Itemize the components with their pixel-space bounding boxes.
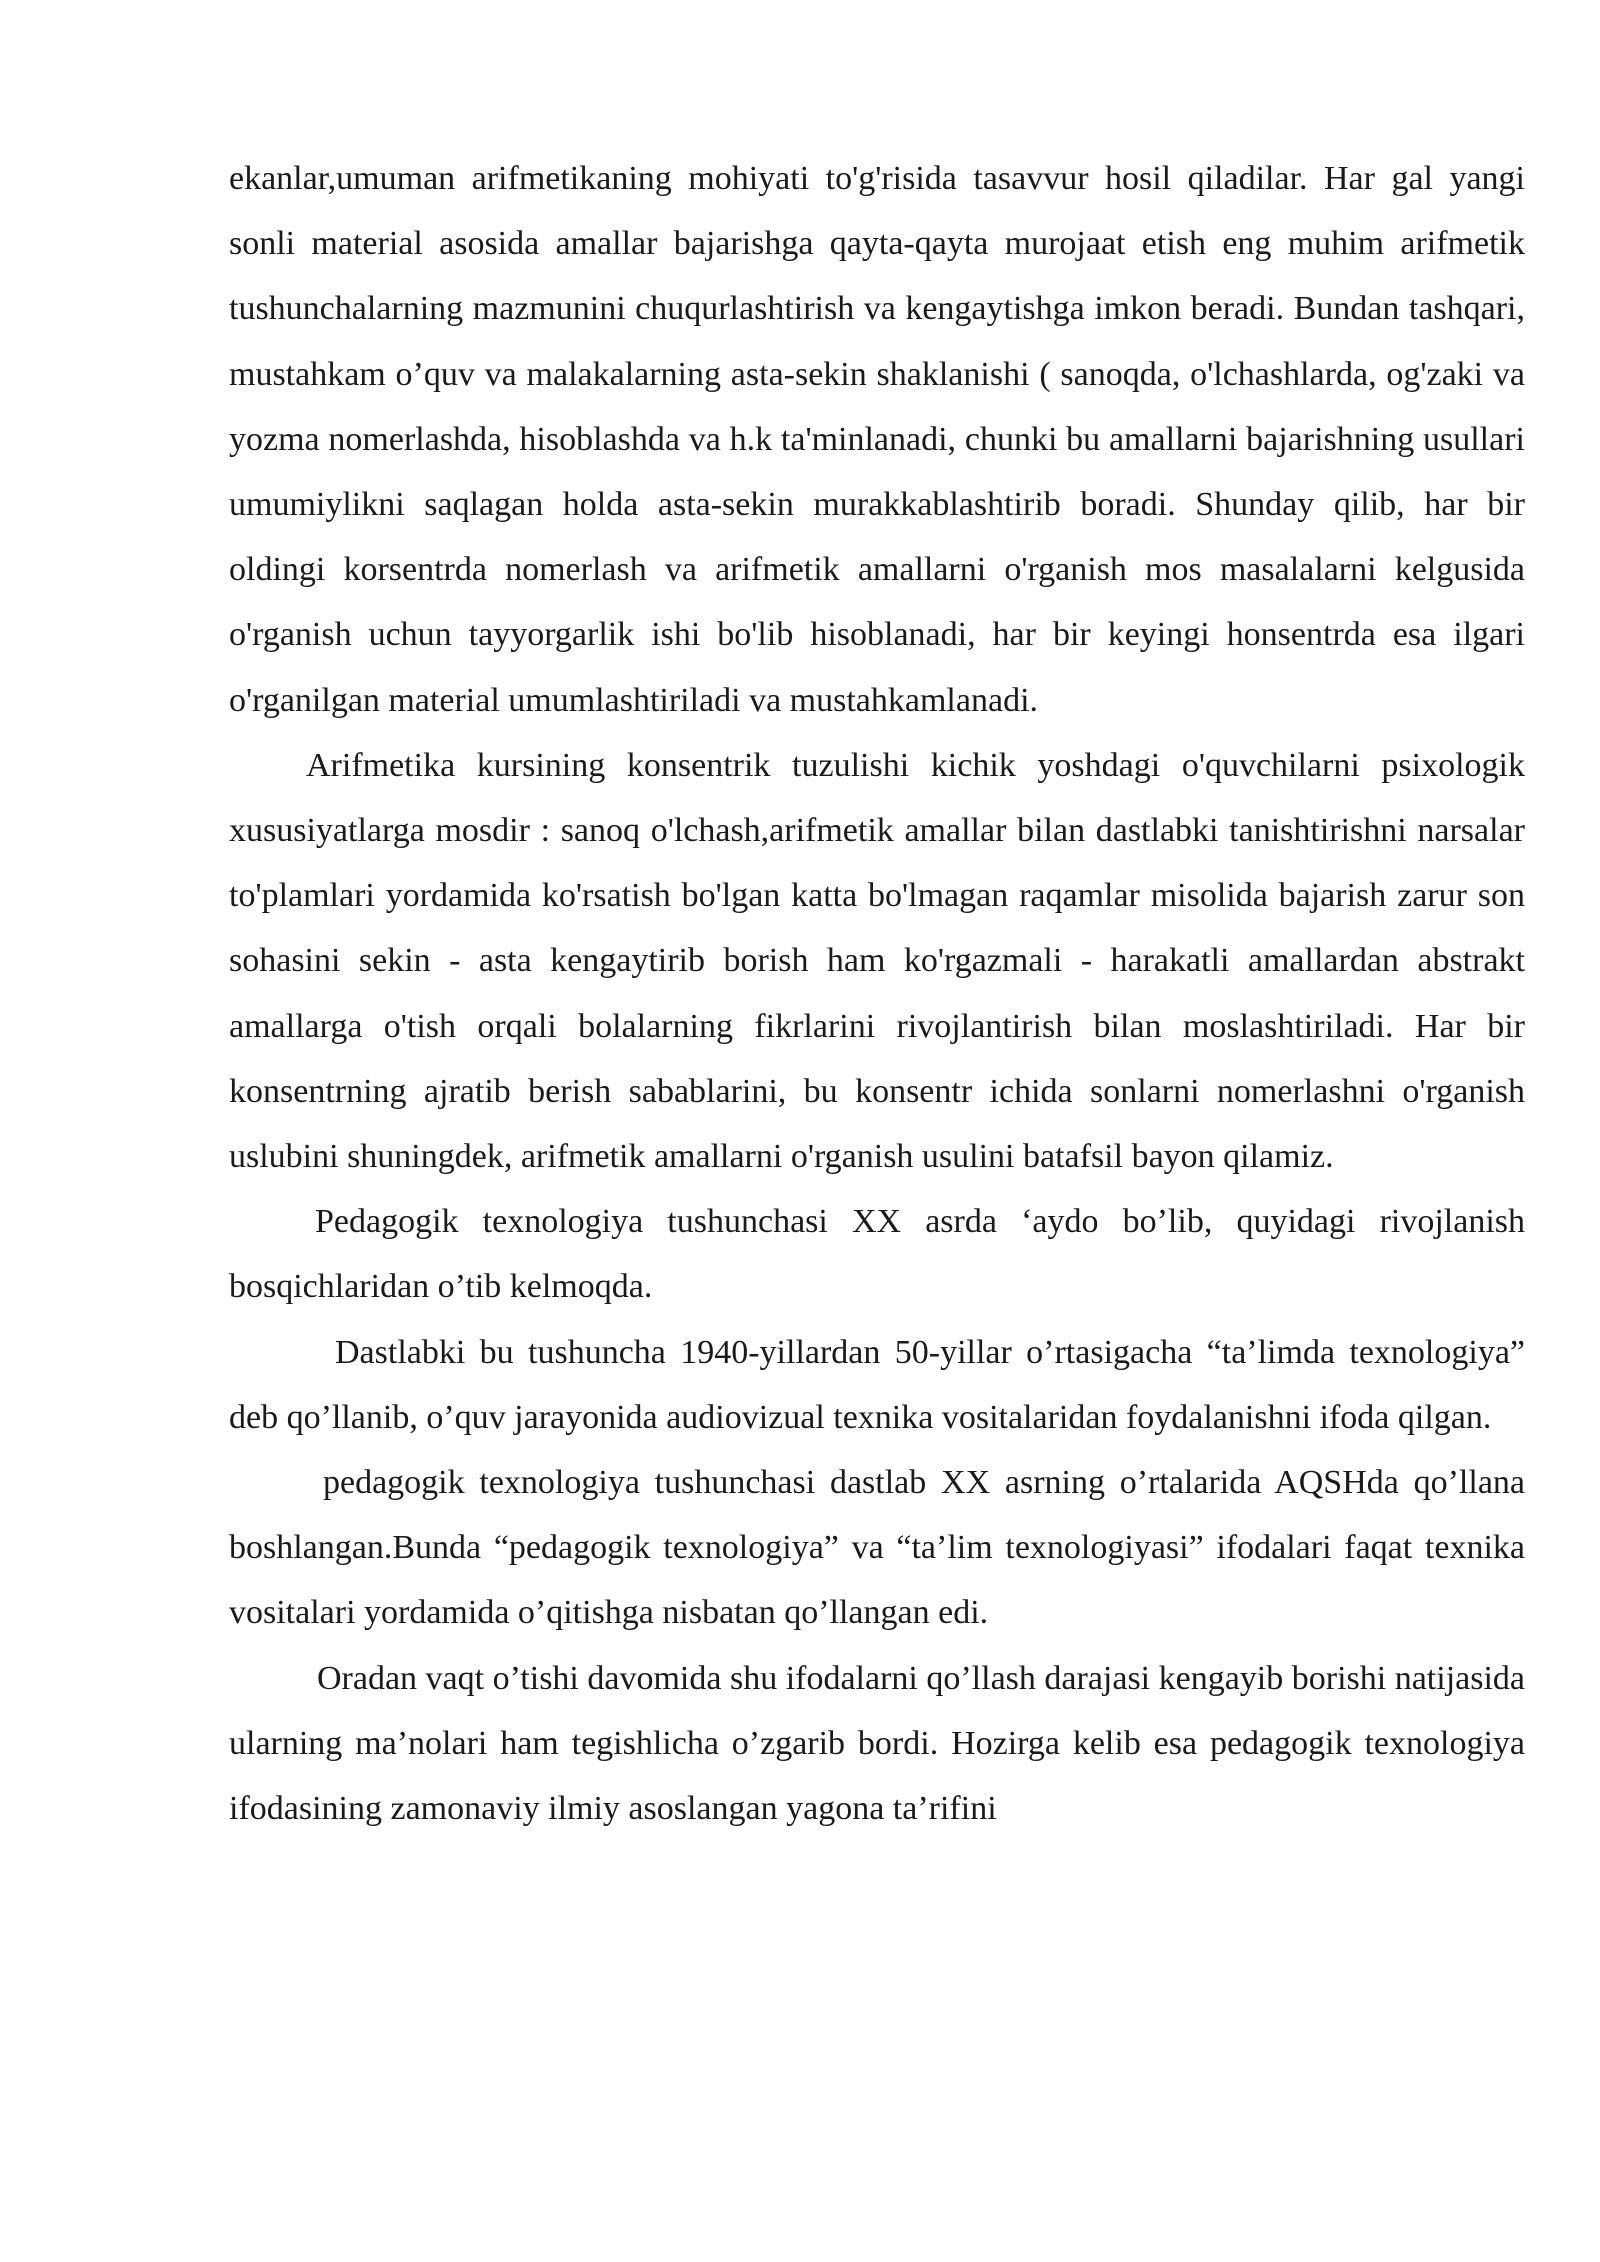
paragraph-1: ekanlar,umuman arifmetikaning mohiyati to'g'risida tasavvur hosil qiladilar. Har gal yangi sonli material asosida amallar bajarishga qayta-qayta murojaat etish eng muhim arifmetik tushunchalarning mazmunini chuqurlashtirish va kengaytishga imkon beradi. Bundan tashqari, mustahkam o’quv va malakalarning asta-sekin shaklanishi ( sanoqda, o'lchashlarda, og'zaki va yozma nomerlashda, hisoblashda va h.k ta'minlanadi, chunki bu amallarni bajarishning usullari umumiylikni saqlagan holda asta-sekin murakkablashtirib boradi. Shunday qilib, har bir oldingi korsentrda nomerlash va arifmetik amallarni o'rganish mos masalalarni kelgusida o'rganish uchun tayyorgarlik ishi bo'lib hisoblanadi, har bir keyingi honsentrda esa ilgari o'rganilgan material umumlashtiriladi va mustahkamlanadi.	[229, 160, 1525, 719]
paragraph-3: Pedagogik texnologiya tushunchasi XX asrda ‘aydo bo’lib, quyidagi rivojlanish bosqichlaridan o’tib kelmoqda.	[229, 1203, 1525, 1306]
paragraph-4: Dastlabki bu tushuncha 1940-yillardan 50-yillar o’rtasigacha “ta’limda texnologiya” deb qo’llanib, o’quv jarayonida audiovizual texnika vositalaridan foydalanishni ifoda qilgan.	[229, 1333, 1525, 1436]
paragraph-2: Arifmetika kursining konsentrik tuzulishi kichik yoshdagi o'quvchilarni psixologik xususiyatlarga mosdir : sanoq o'lchash,arifmetik amallar bilan dastlabki tanishtirishni narsalar to'plamlari yordamida ko'rsatish bo'lgan katta bo'lmagan raqamlar misolida bajarish zarur son sohasini sekin - asta kengaytirib borish ham ko'rgazmali - harakatli amallardan abstrakt amallarga o'tish orqali bolalarning fikrlarini rivojlantirish bilan moslashtiriladi. Har bir konsentrning ajratib berish sabablarini, bu konsentr ichida sonlarni nomerlashni o'rganish uslubini shuningdek, arifmetik amallarni o'rganish usulini batafsil bayon qilamiz.	[229, 746, 1525, 1176]
paragraph-5: pedagogik texnologiya tushunchasi dastlab XX asrning o’rtalarida AQSHda qo’llana boshlangan.Bunda “pedagogik texnologiya” va “ta’lim texnologiyasi” ifodalari faqat texnika vositalari yordamida o’qitishga nisbatan qo’llangan edi.	[229, 1464, 1525, 1632]
paragraph-6: Oradan vaqt o’tishi davomida shu ifodalarni qo’llash darajasi kengayib borishi natijasida ularning ma’nolari ham tegishlicha o’zgarib bordi. Hozirga kelib esa pedagogik texnologiya ifodasining zamonaviy ilmiy asoslangan yagona ta’rifini	[229, 1659, 1525, 1828]
document-body	[229, 146, 1525, 1841]
